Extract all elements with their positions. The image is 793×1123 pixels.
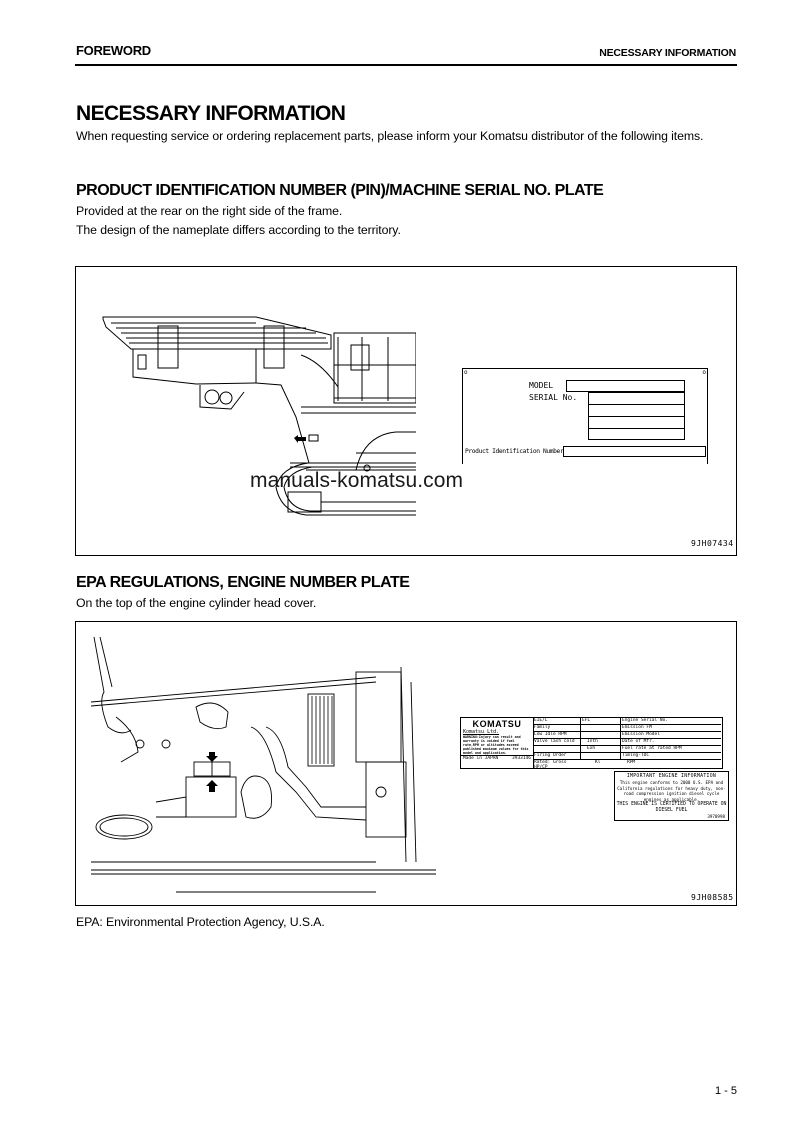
figure-code: 9JH08585 <box>691 893 734 902</box>
intro-paragraph: When requesting service or ordering replacement parts, please inform your Komatsu distributor of the following items. <box>76 129 704 143</box>
header-page-topic: NECESSARY INFORMATION <box>599 47 736 59</box>
komatsu-logo: KOMATSU <box>472 719 522 729</box>
plate-cell: Emission Model <box>621 732 721 739</box>
pin-label: Product Identification Number <box>465 448 564 455</box>
page-number: 1 - 5 <box>715 1085 738 1097</box>
figure-code: 9JH07434 <box>691 539 734 548</box>
company-name: Komatsu Ltd. <box>463 729 500 735</box>
model-label: MODEL <box>529 381 554 390</box>
section-text: Provided at the rear on the right side of the frame. <box>76 204 343 218</box>
plate-cell: Low Idle RPM <box>533 732 581 739</box>
pin-field <box>563 446 706 457</box>
section-text: The design of the nameplate differs according to the territory. <box>76 223 401 237</box>
model-field <box>566 380 685 392</box>
made-in-label: Made in JAPAN <box>463 756 499 761</box>
excavator-rear-illustration <box>76 267 416 557</box>
down-arrow-icon <box>206 752 218 762</box>
plate-location-arrow <box>294 435 306 443</box>
plate-cell: Engine Serial No. <box>621 718 721 725</box>
figure-engine-plate <box>75 621 737 906</box>
plate-cell: Exh <box>581 746 621 753</box>
plate-cell: Firing Order <box>533 753 581 760</box>
plate-cell: Family <box>533 725 581 732</box>
up-arrow-icon <box>206 780 218 792</box>
engine-top-illustration <box>76 622 446 907</box>
emission-title: IMPORTANT ENGINE INFORMATION <box>626 774 717 779</box>
emission-info-plate <box>614 771 729 821</box>
serial-field-4 <box>588 428 685 440</box>
section-title-epa: EPA REGULATIONS, ENGINE NUMBER PLATE <box>76 574 410 591</box>
serial-nameplate: o o MODEL SERIAL No. Product Identification Number <box>462 368 708 464</box>
plate-cell: Kl <box>595 760 601 765</box>
plate-cell: Emission FM <box>621 725 721 732</box>
engine-data-plate <box>460 717 723 769</box>
epa-footnote: EPA: Environmental Protection Agency, U.S.A. <box>76 915 325 929</box>
emission-text: This engine conforms to 2000 U.S. EPA and California regulations for heavy duty, non-road compression ignition diesel cycle engines as applicable. <box>617 780 726 802</box>
plate-cell: Rated: Gross HP/CP <box>534 760 567 769</box>
serial-label: SERIAL No. <box>529 393 578 402</box>
plate-cell: Fuel rate at rated RPM <box>621 746 721 753</box>
warning-text: WARNING:Injury can result and warranty is voided if fuel rate,RPM or altitudes exceed published maximum values for this model and application. <box>463 735 529 755</box>
plate-cell: Inth <box>581 739 621 746</box>
watermark: manuals-komatsu.com <box>250 469 464 492</box>
plate-cell: Date of Mfr. <box>621 739 721 746</box>
emission-certified: THIS ENGINE IS CERTIFIED TO OPERATE ON DIESEL FUEL <box>616 802 727 814</box>
section-title-pin-plate: PRODUCT IDENTIFICATION NUMBER (PIN)/MACHINE SERIAL NO. PLATE <box>76 182 604 199</box>
header-section-label: FOREWORD <box>76 43 151 58</box>
header-rule <box>75 64 737 66</box>
plate-cell: EFL <box>581 718 621 725</box>
emission-code: 3970998 <box>707 814 725 820</box>
plate-cell: RPM <box>627 760 636 765</box>
page-title: NECESSARY INFORMATION <box>76 102 346 125</box>
figure-machine-serial-plate <box>75 266 737 556</box>
plate-cell: Valve lash cold <box>533 739 581 746</box>
plate-cell: EIE/L <box>533 718 581 725</box>
plate-cell: Timing-TDC <box>621 753 721 760</box>
section-text: On the top of the engine cylinder head cover. <box>76 596 317 610</box>
part-number: 3933146 <box>512 756 531 761</box>
